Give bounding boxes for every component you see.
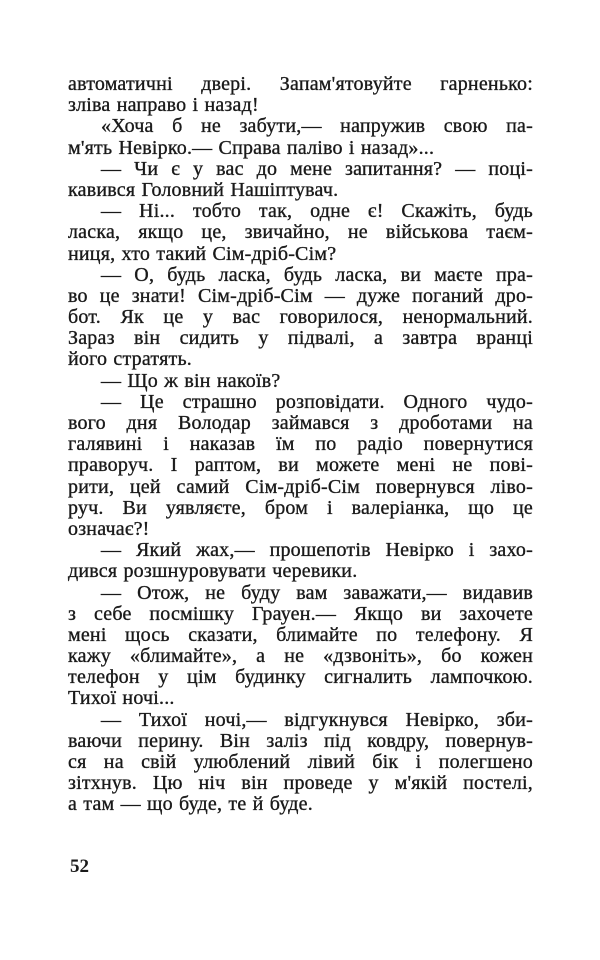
text-line: во це знати! Сім-дріб-Сім — дуже поганий дро- [68,284,533,307]
text-line: а там — що буде, те й буде. [68,793,313,816]
text-line: — Що ж він накоїв? [101,369,281,392]
text-line: телефон у цім будинку сигналить лампочкою. [68,666,533,689]
text-line: зліва направо і назад! [68,94,259,117]
text-line: зітхнув. Цю ніч він проведе у м'якій постелі, [68,772,533,795]
page-number: 52 [70,856,89,877]
text-line: означає?! [68,517,150,540]
text-line: — Це страшно розповідати. Одного чудо- [101,390,533,413]
text-line: вого дня Володар займався з дроботами на [68,412,533,434]
text-line: ласка, якщо це, звичайно, не військова таєм- [68,221,533,244]
text-line: Зараз він сидить у підвалі, а завтра вранці [68,327,533,350]
text-line: м'ять Невірко.— Справа паліво і назад»... [68,136,435,159]
text-line: праворуч. І раптом, ви можете мені не пові- [68,454,533,477]
text-line: «Хоча б не забути,— напружив свою па- [101,115,533,138]
text-line: — Тихої ночі,— відгукнувся Невірко, зби- [101,708,533,731]
text-line: бот. Як це у вас говорилося, ненормальний. [68,306,533,329]
text-line: рити, цей самий Сім-дріб-Сім повернувся ліво- [68,475,533,498]
text-line: дився розшнуровувати черевики. [68,560,358,583]
text-line: ниця, хто такий Сім-дріб-Сім? [68,242,337,265]
text-line: кажу «блимайте», а не «дзвоніть», бо кожен [68,645,533,668]
text-line: мені щось сказати, блимайте по телефону. Я [68,623,533,646]
text-line: його стратять. [68,348,192,371]
text-line: галявині і наказав їм по радіо повернутися [68,433,533,456]
text-line: — Ні... тобто так, одне є! Скажіть, будь [101,200,533,223]
text-line: — О, будь ласка, будь ласка, ви маєте пра- [101,263,533,286]
text-line: автоматичні двері. Запам'ятовуйте гарненько: [68,73,533,95]
text-line: — Який жах,— прошепотів Невірко і захо- [101,539,533,562]
page-body-text [68,74,533,816]
text-line: — Отож, не буду вам заважати,— видавив [101,581,533,604]
text-line: ваючи перину. Він заліз під ковдру, повернув- [68,729,533,752]
text-line: кавився Головний Нашіптувач. [68,178,339,201]
text-line: — Чи є у вас до мене запитання? — поці- [101,157,533,180]
text-line: Тихої ночі... [68,687,175,710]
text-line: ся на свій улюблений лівий бік і полегшено [68,751,533,773]
text-line: руч. Ви уявляєте, бром і валеріанка, що це [68,496,533,519]
text-line: з себе посмішку Грауен.— Якщо ви захочете [68,602,533,625]
